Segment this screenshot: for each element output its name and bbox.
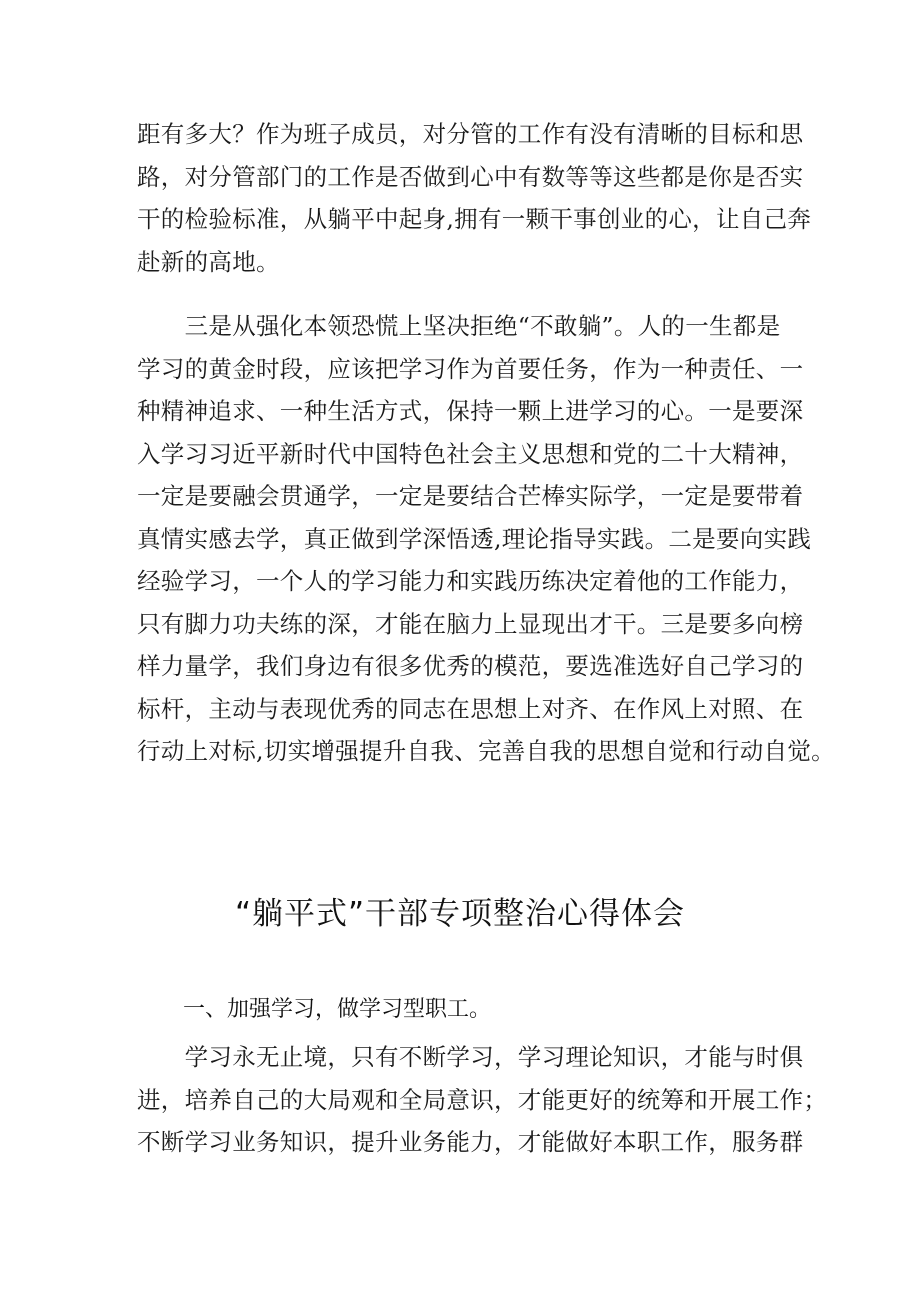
text-line: 学习的黄金时段，应该把学习作为首要任务，作为一种责任、一: [137, 354, 804, 383]
text-line: 一定是要融会贯通学，一定是要结合芒棒实际学，一定是要带着: [137, 482, 804, 510]
text-line: 经验学习，一个人的学习能力和实践历练决定着他的工作能力，: [137, 567, 804, 595]
text-line: 路，对分管部门的工作是否做到心中有数等等这些都是你是否实: [137, 162, 804, 191]
text-line: 学习永无止境，只有不断学习，学习理论知识，才能与时俱: [137, 1043, 804, 1071]
text-line: 不断学习业务知识，提升业务能力，才能做好本职工作，服务群: [137, 1128, 804, 1156]
section-heading: 一、加强学习，做学习型职工。: [183, 997, 492, 1022]
text-line: 入学习习近平新时代中国特色社会主义思想和党的二十大精神，: [137, 439, 804, 468]
text-line: 标杆，主动与表现优秀的同志在思想上对齐、在作风上对照、在: [137, 694, 804, 723]
title-container: [0, 888, 920, 940]
text-line: 三是从强化本领恐慌上坚决拒绝“不敢躺”。人的一生都是: [137, 312, 781, 340]
text-line: 进，培养自己的大局观和全局意识，才能更好的统筹和开展工作；: [137, 1085, 828, 1114]
paragraph-continuation: [137, 113, 812, 283]
text-line: 赴新的高地。: [137, 247, 280, 276]
text-line: 干的检验标准，从躺平中起身,拥有一颗干事创业的心，让自己奔: [137, 205, 812, 233]
paragraph-third-point: [137, 305, 835, 773]
text-line: 行动上对标,切实增强提升自我、完善自我的思想自觉和行动自觉。: [137, 737, 835, 765]
text-line: 真情实感去学，真正做到学深悟透,理论指导实践。二是要向实践: [137, 524, 812, 553]
text-line: 距有多大？作为班子成员，对分管的工作有没有清晰的目标和思: [137, 120, 804, 148]
text-line: 样力量学，我们身边有很多优秀的模范，要选准选好自己学习的: [137, 652, 804, 680]
text-line: 只有脚力功夫练的深，才能在脑力上显现出才干。三是要多向榜: [137, 609, 804, 638]
paragraph-learning: [137, 1036, 828, 1164]
document-title: “躺平式”干部专项整治心得体会: [234, 896, 686, 932]
text-line: 种精神追求、一种生活方式，保持一颗上进学习的心。一是要深: [137, 397, 804, 425]
